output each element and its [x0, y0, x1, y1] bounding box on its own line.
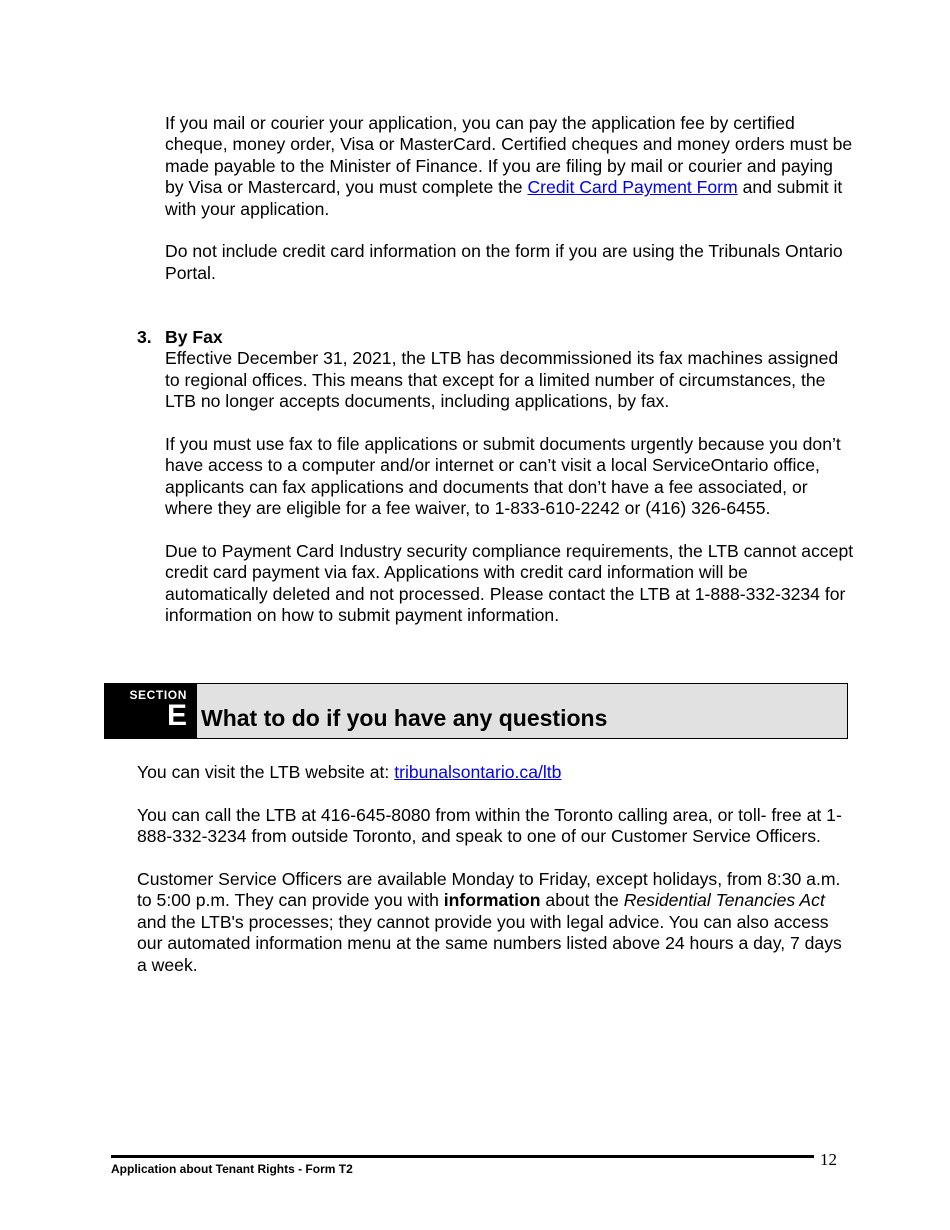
- fax-urgent-paragraph: If you must use fax to file applications or submit documents urgently because you don’t have access to a computer and/or internet or can’t visit a local ServiceOntario office, applicants can fax applications and documents that don’t have a fee associated, or where they are eligible for a fee waiver, to 1-833-610-2242 or (416) 326-6455.: [165, 434, 841, 519]
- no-credit-info-paragraph: Do not include credit card information on the form if you are using the Tribunals Ontario Portal.: [165, 241, 843, 283]
- act-name: Residential Tenancies Act: [623, 890, 825, 911]
- section-e-body: [137, 762, 847, 997]
- section-letter: E: [166, 699, 187, 732]
- fax-item-number: 3.: [137, 327, 152, 347]
- page-number: 12: [820, 1150, 837, 1169]
- mail-payment-paragraph: [165, 113, 855, 220]
- payment-instructions: [165, 113, 855, 306]
- credit-card-payment-form-link[interactable]: Credit Card Payment Form: [527, 177, 738, 198]
- fax-payment-paragraph: Due to Payment Card Industry security compliance requirements, the LTB cannot accept credit card payment via fax. Applications with credit card information will be automatically deleted and not processed. Please contact the LTB at 1-888-332-3234 for information on how to submit payment information.: [165, 541, 854, 626]
- officers-text-3: and the LTB's processes; they cannot provide you with legal advice. You can also access our automated information menu at the same numbers listed above 24 hours a day, 7 days a week.: [137, 911, 842, 975]
- officers-text: Customer Service Officers are available Monday to Friday, except holidays, from 8:30 a.m. to 5:00 p.m. They can provide you with: [137, 869, 841, 911]
- fax-decommission-paragraph: Effective December 31, 2021, the LTB has decommissioned its fax machines assigned to regional offices. This means that except for a limited number of circumstances, the LTB no longer accepts documents, including applications, by fax.: [165, 348, 839, 412]
- call-paragraph: You can call the LTB at 416-645-8080 from within the Toronto calling area, or toll- free at 1-888-332-3234 from outside Toronto, and speak to one of our Customer Service Officers.: [137, 804, 842, 847]
- footer-rule: [111, 1155, 814, 1158]
- section-title: What to do if you have any questions: [201, 705, 608, 731]
- website-paragraph: [137, 762, 847, 783]
- ltb-website-link[interactable]: tribunalsontario.ca/ltb: [394, 762, 562, 782]
- website-intro: You can visit the LTB website at:: [137, 762, 390, 782]
- information-bold: information: [443, 890, 541, 911]
- fax-section: [165, 327, 855, 648]
- section-word: SECTION: [129, 688, 187, 702]
- footer-form-name: Application about Tenant Rights - Form T2: [111, 1162, 353, 1176]
- officers-paragraph: [137, 869, 847, 976]
- fax-heading: By Fax: [165, 327, 223, 347]
- section-e-header: [104, 683, 848, 739]
- mail-payment-text-end: and submit it with your application.: [165, 177, 843, 219]
- section-label-tab: [105, 684, 197, 738]
- officers-text-2: about the: [545, 890, 619, 911]
- mail-payment-text: If you mail or courier your application, you can pay the application fee by certified cheque, money order, Visa or MasterCard. Certified cheques and money orders must be made payable to the Minister of Finance. If you are filing by mail or courier and paying by Visa or Mastercard, you must complete the: [165, 113, 853, 198]
